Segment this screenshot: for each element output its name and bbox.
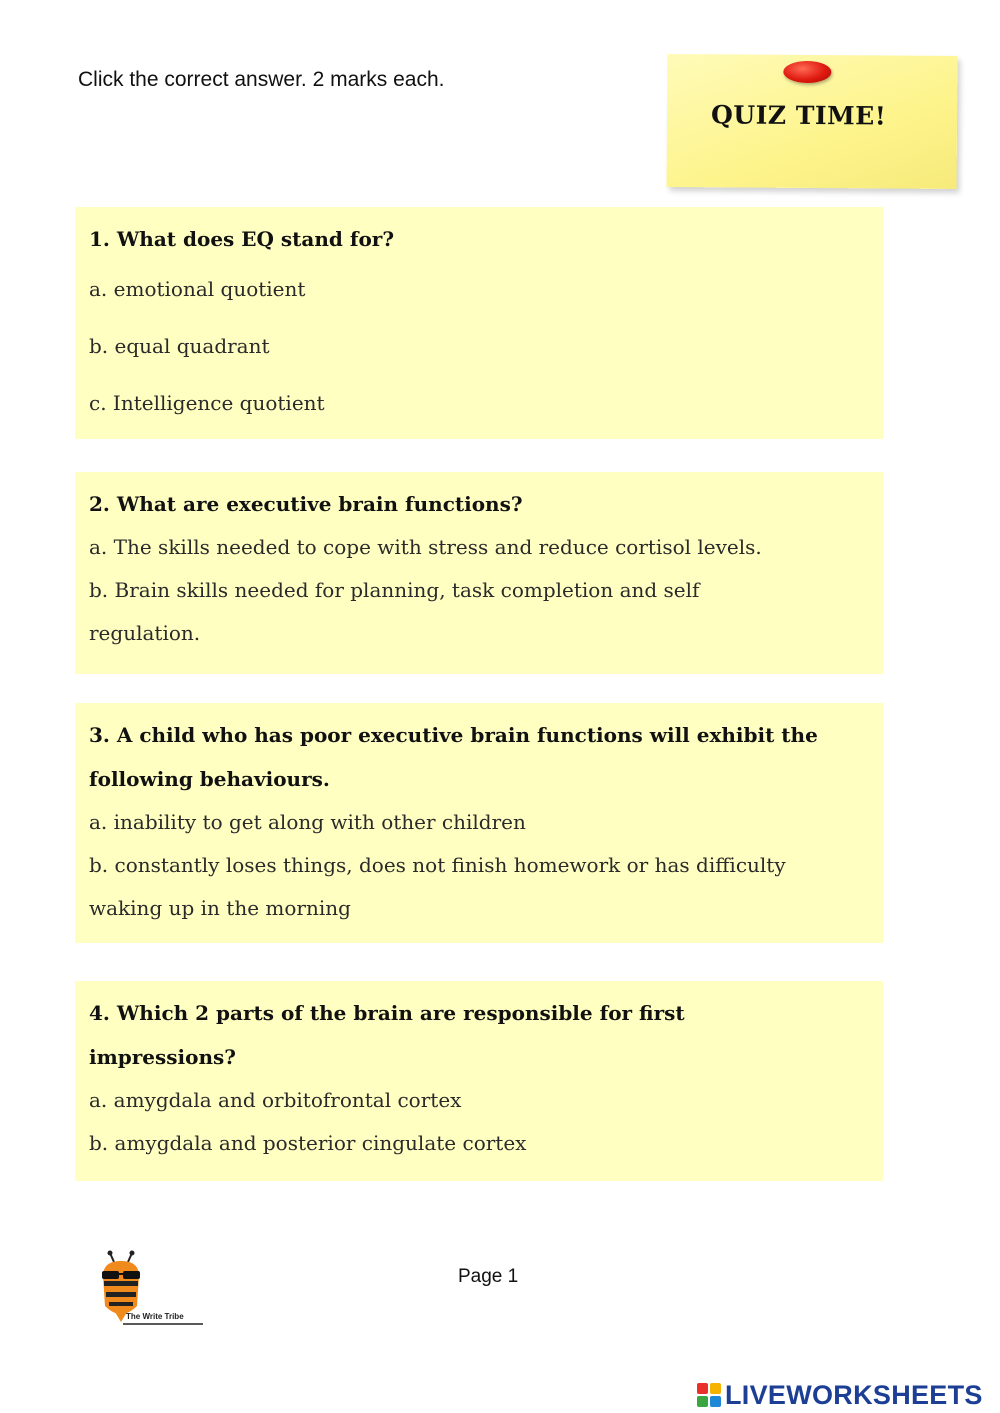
question-4-title-line-1: 4. Which 2 parts of the brain are responsible for first	[89, 1001, 685, 1025]
question-3-option-b-continued[interactable]: waking up in the morning	[89, 896, 351, 920]
question-3-title-line-1: 3. A child who has poor executive brain functions will exhibit the	[89, 723, 818, 747]
question-3-box	[75, 703, 883, 943]
question-2-title: 2. What are executive brain functions?	[89, 492, 523, 516]
question-4-option-a[interactable]: a. amygdala and orbitofrontal cortex	[89, 1088, 462, 1112]
liveworksheets-brand[interactable]	[697, 1378, 983, 1412]
pushpin-icon	[783, 61, 831, 83]
question-2-box	[75, 472, 883, 674]
question-4-option-b[interactable]: b. amygdala and posterior cingulate cortex	[89, 1131, 527, 1155]
liveworksheets-brand-text: LIVEWORKSHEETS	[725, 1379, 983, 1410]
question-2-option-b[interactable]: b. Brain skills needed for planning, task completion and self	[89, 578, 700, 602]
instructions-text: Click the correct answer. 2 marks each.	[78, 68, 445, 91]
logo-text: The Write Tribe	[126, 1312, 184, 1321]
question-2-option-a[interactable]: a. The skills needed to cope with stress and reduce cortisol levels.	[89, 535, 762, 559]
write-tribe-bee-logo	[97, 1250, 207, 1328]
question-4-title-line-2: impressions?	[89, 1045, 236, 1069]
question-3-option-a[interactable]: a. inability to get along with other children	[89, 810, 526, 834]
question-3-option-b[interactable]: b. constantly loses things, does not finish homework or has difficulty	[89, 853, 786, 877]
liveworksheets-logo-icon	[697, 1383, 721, 1407]
question-1-title: 1. What does EQ stand for?	[89, 227, 395, 251]
question-1-option-c[interactable]: c. Intelligence quotient	[89, 391, 325, 415]
question-1-box	[75, 207, 883, 439]
question-1-option-b[interactable]: b. equal quadrant	[89, 334, 270, 358]
quiz-title: QUIZ TIME!	[710, 100, 887, 131]
question-1-option-a[interactable]: a. emotional quotient	[89, 277, 306, 301]
question-4-box	[75, 981, 883, 1181]
question-3-title-line-2: following behaviours.	[89, 767, 330, 791]
page-number: Page 1	[458, 1266, 519, 1287]
quiz-time-sticky-note	[667, 54, 958, 189]
question-2-option-b-continued[interactable]: regulation.	[89, 621, 201, 645]
